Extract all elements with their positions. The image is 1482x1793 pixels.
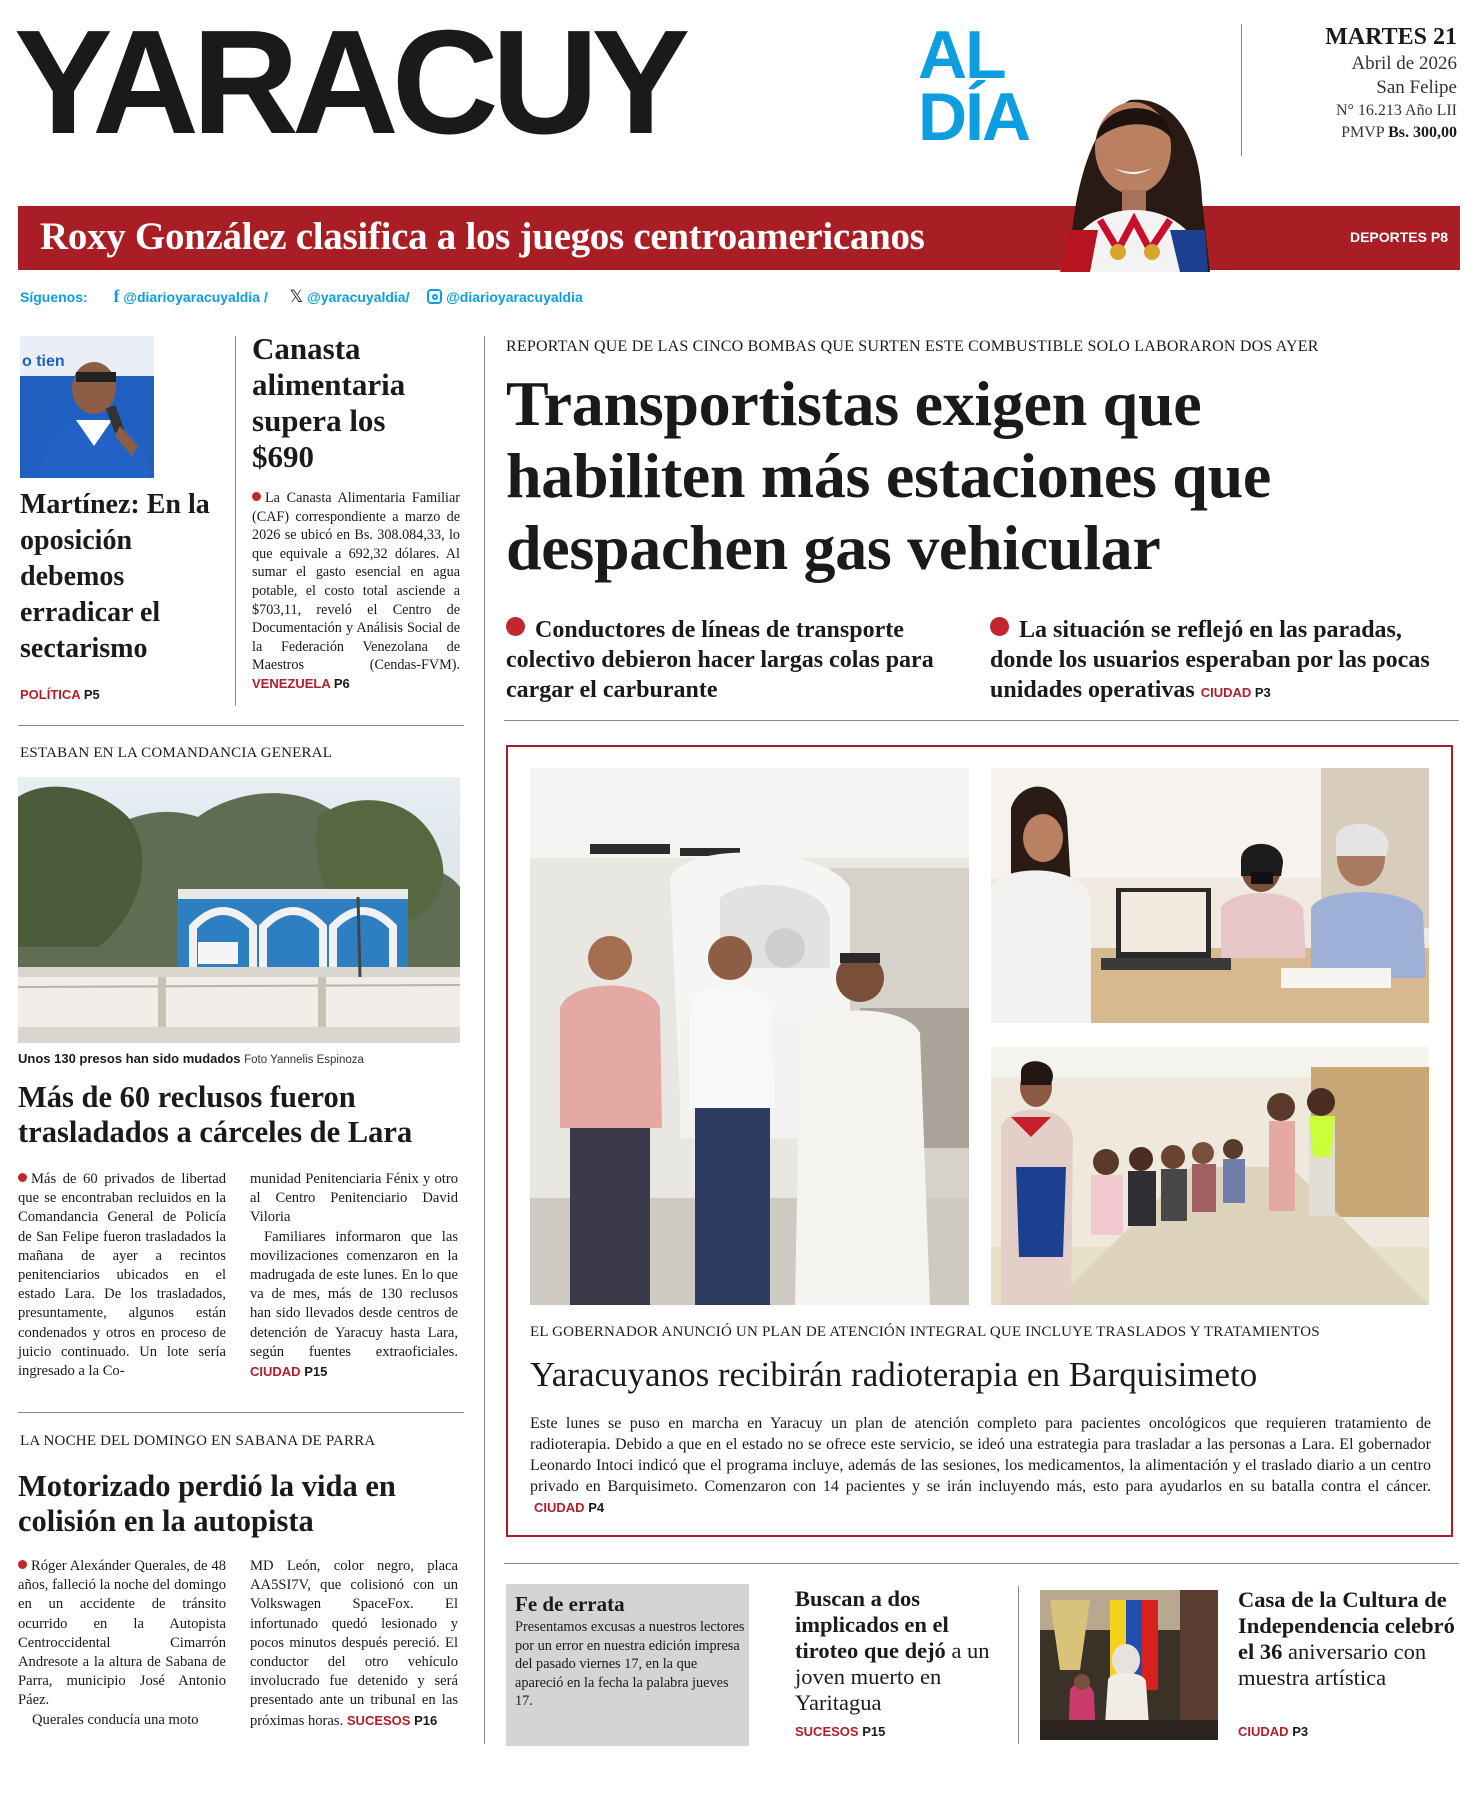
bottom-row-rule <box>504 1563 1459 1564</box>
radioterapia-section[interactable] <box>534 1500 604 1515</box>
canasta-body-text: La Canasta Alimentaria Familiar (CAF) correspondiente a marzo de 2026 se ubicó en Bs. 308.084,33, lo que equivale a 692,32 dólares. Al sumar el gasto esencial en agua potable, el costo total asciende a $703,11, reveló el Centro de Documentación y Análisis Social de la Federación Venezolana de Maestros (Cendas-FVM). <box>252 490 460 674</box>
left-column-divider <box>484 336 485 1744</box>
edition-price <box>1257 122 1457 144</box>
canasta-section-name: VENEZUELA <box>252 675 331 691</box>
lead-bullet-1 <box>506 615 968 705</box>
cultura-section-page: P3 <box>1292 1724 1309 1739</box>
canasta-body <box>252 489 460 694</box>
x-icon[interactable]: 𝕏 <box>289 287 304 306</box>
motorizado-col-1-b: Querales conducía una moto <box>32 1711 199 1728</box>
reclusos-col-2-b: Familiares informaron que las movilizaciones comenzaron en la madrugada de este lunes. En lo que va de mes, más de 130 reclusos han sido llevados desde centros de detención de Yaracuy hasta Lara, según fuentes extraoficiales. <box>250 1228 458 1360</box>
motorizado-col-1-text: Róger Alexánder Querales, de 48 años, falleció la noche del domingo en un accidente de tránsito ocurrido en la Autopista Centroccidental Cimarrón Andresote a la altura de Sabana de Parra, municipio José Antonio Páez. <box>18 1558 226 1709</box>
martinez-section[interactable] <box>20 687 100 702</box>
bullet-icon <box>18 1560 27 1569</box>
motorizado-kicker: LA NOCHE DEL DOMINGO EN SABANA DE PARRA <box>20 1433 376 1449</box>
motorizado-col-2 <box>250 1557 458 1731</box>
bottom-divider <box>1018 1586 1019 1744</box>
comandancia-caption <box>18 1051 364 1066</box>
motorizado-section-name: SUCESOS <box>346 1712 411 1728</box>
reclusos-top-rule <box>18 725 464 726</box>
bullet-icon <box>990 617 1009 636</box>
radioterapia-section-page: P4 <box>588 1500 605 1515</box>
lead-bottom-rule <box>504 720 1459 721</box>
bullet-icon <box>506 617 525 636</box>
facebook-handle[interactable]: @diarioyaracuyaldia / <box>123 289 268 305</box>
comandancia-photo <box>18 777 460 1043</box>
waiting-room-photo <box>991 1047 1429 1305</box>
martinez-divider <box>235 336 236 706</box>
bullet-icon <box>18 1173 27 1182</box>
price-label: PMVP <box>1341 124 1385 141</box>
radioterapia-body <box>530 1413 1431 1518</box>
motorizado-section-page: P16 <box>414 1712 438 1728</box>
x-handle[interactable]: @yaracuyaldia/ <box>307 289 410 305</box>
masthead-divider <box>1241 24 1242 156</box>
motorizado-col-2-text: MD León, color negro, placa AA5SI7V, que colisionó con un Volkswagen SpaceFox. El infortunado quedó lesionado y pocos minutos después pereció. El conductor del otro vehículo involucrado fue detenido y será presentado ante un tribunal en las próximas horas. <box>250 1558 458 1729</box>
social-label: Síguenos: <box>20 289 88 305</box>
martinez-headline[interactable]: Martínez: En la oposición debemos erradicar el sectarismo <box>20 489 210 664</box>
errata-body: Presentamos excusas a nuestros lectores por un error en nuestra edición impresa del pasado viernes 17, en la que apareció en la fecha la palabra jueves 17. <box>515 1619 745 1710</box>
reclusos-kicker: ESTABAN EN LA COMANDANCIA GENERAL <box>20 745 333 761</box>
tiroteo-section-page: P15 <box>862 1724 886 1739</box>
lead-bullet-2-text: La situación se reflejó en las paradas, donde los usuarios esperaban por las pocas unidades operativas <box>990 617 1430 703</box>
facebook-icon[interactable]: f <box>113 286 120 306</box>
price-value: Bs. 300,00 <box>1388 124 1457 141</box>
svg-text:o tien: o tien <box>22 353 65 370</box>
canasta-section-page: P6 <box>333 675 350 691</box>
motorizado-col-1 <box>18 1557 226 1730</box>
social-row <box>20 286 583 308</box>
reclusos-col-2 <box>250 1170 458 1382</box>
caption-text: Unos 130 presos han sido mudados <box>18 1051 241 1066</box>
lead-section-name: CIUDAD <box>1200 685 1252 700</box>
martinez-section-name: POLÍTICA <box>20 687 81 702</box>
masthead-dia: DÍA <box>918 79 1030 155</box>
reclusos-section-page: P15 <box>304 1364 328 1380</box>
sports-banner-section: DEPORTES P8 <box>1349 229 1448 245</box>
canasta-headline[interactable]: Canasta alimentaria supera los $690 <box>252 331 406 474</box>
tiroteo-headline[interactable] <box>795 1586 1005 1716</box>
radioterapia-headline[interactable]: Yaracuyanos recibirán radioterapia en Barquisimeto <box>530 1355 1258 1394</box>
cultura-photo <box>1040 1590 1218 1740</box>
lead-headline[interactable]: Transportistas exigen que habiliten más estaciones que despachen gas vehicular <box>506 368 1271 583</box>
tiroteo-headline-light: a un joven muerto en Yaritagua <box>795 1638 990 1715</box>
lead-kicker: REPORTAN QUE DE LAS CINCO BOMBAS QUE SURTEN ESTE COMBUSTIBLE SOLO LABORARON DOS AYER <box>506 338 1319 355</box>
cultura-headline-bold: Casa de la Cultura de Independencia celebró el 36 <box>1238 1587 1455 1664</box>
reclusos-col-2-a: munidad Penitenciaria Fénix y otro al Centro Penitenciario David Viloria <box>250 1171 458 1226</box>
martinez-photo <box>20 336 154 478</box>
reclusos-section[interactable] <box>250 1364 327 1379</box>
tiroteo-section-name: SUCESOS <box>795 1724 859 1739</box>
edition-city: San Felipe <box>1376 77 1457 98</box>
reclusos-headline[interactable]: Más de 60 reclusos fueron trasladados a cárceles de Lara <box>18 1080 413 1149</box>
lead-bullet-2 <box>990 615 1455 708</box>
reclusos-section-name: CIUDAD <box>250 1364 301 1380</box>
instagram-icon[interactable] <box>427 289 442 304</box>
cultura-headline[interactable] <box>1238 1587 1460 1691</box>
sports-banner[interactable] <box>18 206 1460 270</box>
motorizado-section[interactable] <box>347 1713 437 1728</box>
tiroteo-headline-bold: Buscan a dos implicados en el tiroteo que dejó <box>795 1586 949 1663</box>
martinez-section-page: P5 <box>83 687 100 702</box>
consultation-photo <box>991 768 1429 1023</box>
radioterapia-body-text: Este lunes se puso en marcha en Yaracuy un plan de atención completo para pacientes oncológicos que requieren tratamiento de radioterapia. Debido a que en el estado no se ofrece este servicio, se ideó una estrategia para trasladar a las personas a Lara. El gobernador Leonardo Intoci indicó que el programa incluye, además de las sesiones, los medicamentos, la alimentación y el traslado diario a un centro privado en Barquisimeto. Comenzaron con 14 pacientes y se irán incluyendo más, esto para ayudarlos en su batalla contra el cáncer. <box>530 1415 1431 1495</box>
cultura-section[interactable] <box>1238 1724 1308 1739</box>
lead-section[interactable] <box>1201 685 1271 700</box>
athlete-portrait <box>1030 80 1230 272</box>
tiroteo-section[interactable] <box>795 1724 885 1739</box>
cultura-headline-light: aniversario con muestra artística <box>1238 1639 1427 1690</box>
edition-issue: N° 16.213 Año LII <box>1335 102 1457 119</box>
motorizado-top-rule <box>18 1412 464 1413</box>
bullet-icon <box>252 492 261 501</box>
edition-weekday: MARTES 21 <box>1325 24 1457 50</box>
radioterapia-kicker: EL GOBERNADOR ANUNCIÓ UN PLAN DE ATENCIÓN INTEGRAL QUE INCLUYE TRASLADOS Y TRATAMIENTOS <box>530 1324 1320 1340</box>
reclusos-col-1 <box>18 1170 226 1381</box>
lead-section-page: P3 <box>1254 685 1271 700</box>
radioterapia-section-name: CIUDAD <box>534 1500 585 1515</box>
reclusos-col-1-text: Más de 60 privados de libertad que se encontraban recluidos en la Comandancia General de Policía de San Felipe fueron trasladados la mañana de ayer a recintos penitenciarios ubicados en el estado Lara. De los trasladados, presuntamente, algunos están condenados y otros en proceso de juicio continuado. Un lote sería ingresado a la Co- <box>18 1171 226 1380</box>
edition-month: Abril de 2026 <box>1351 53 1457 74</box>
edition-info <box>1257 22 1457 144</box>
radiotherapy-room-photo <box>530 768 969 1305</box>
masthead-al: AL <box>918 17 1005 93</box>
masthead-title: YARACUY <box>14 0 684 165</box>
lead-bullet-1-text: Conductores de líneas de transporte colectivo debieron hacer largas colas para cargar el carburante <box>506 617 934 703</box>
motorizado-headline[interactable]: Motorizado perdió la vida en colisión en la autopista <box>18 1469 396 1538</box>
canasta-section[interactable] <box>252 676 350 691</box>
errata-title: Fe de errata <box>515 1592 625 1616</box>
cultura-section-name: CIUDAD <box>1238 1724 1289 1739</box>
sports-banner-headline: Roxy González clasifica a los juegos centroamericanos <box>40 215 925 258</box>
caption-credit: Foto Yannelis Espinoza <box>244 1054 364 1066</box>
errata-box <box>506 1584 749 1746</box>
instagram-handle[interactable]: @diarioyaracuyaldia <box>446 289 583 305</box>
